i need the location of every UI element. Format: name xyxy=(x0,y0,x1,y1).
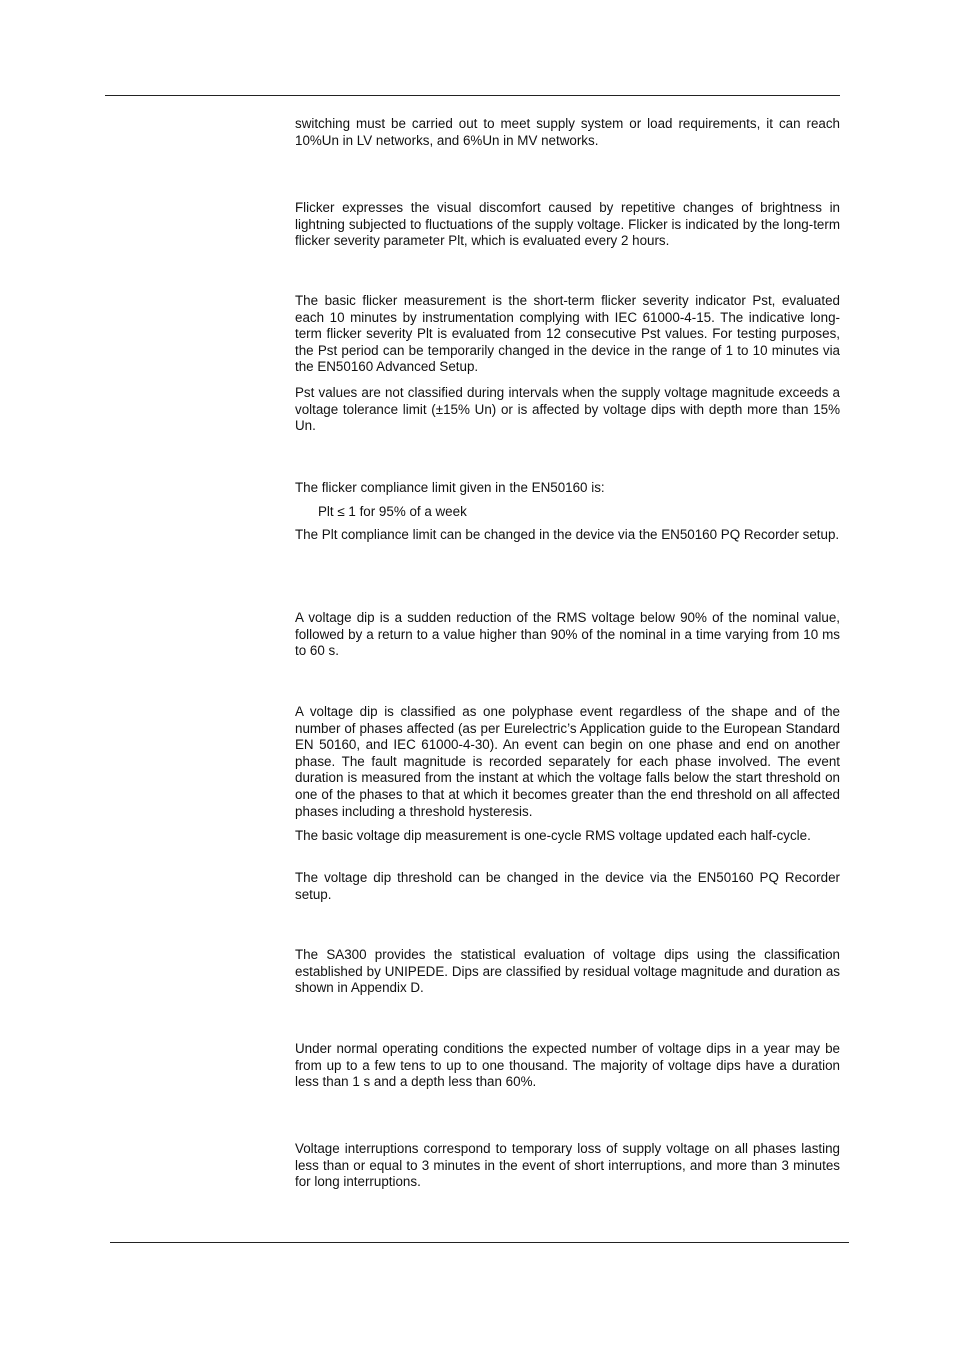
paragraph-pst-classification: Pst values are not classified during intervals when the supply voltage magnitude exceeds a voltage tolerance limit (±15% Un) or is affected by voltage dips with depth more than 15% Un. xyxy=(295,385,840,434)
paragraph-voltage-dip-classification: A voltage dip is classified as one polyphase event regardless of the shape and of the number of phases affected (as per Eurelectric’s Application guide to the European Standard EN 50160, and IEC 61000-4-30). An event can begin on one phase and end on another phase. The fault magnitude is recorded separately for each phase involved. The event duration is measured from the instant at which the voltage falls below the start threshold on one of the phases to that at which it becomes greater than the end threshold on all affected phases including a threshold hysteresis. xyxy=(295,704,840,819)
paragraph-dip-threshold: The voltage dip threshold can be changed in the device via the EN50160 PQ Recorder setup. xyxy=(295,870,840,902)
paragraph-voltage-dip-definition: A voltage dip is a sudden reduction of the RMS voltage below 90% of the nominal value, followed by a return to a value higher than 90% of the nominal in a time varying from 10 ms to 60 s. xyxy=(295,610,840,659)
paragraph-dip-statistics: The SA300 provides the statistical evaluation of voltage dips using the classification established by UNIPEDE. Dips are classified by residual voltage magnitude and duration as shown in Appendix D. xyxy=(295,947,840,996)
footer-rule xyxy=(110,1242,849,1243)
paragraph-plt-limit-setup: The Plt compliance limit can be changed in the device via the EN50160 PQ Recorder setup. xyxy=(295,527,840,542)
paragraph-voltage-interruptions: Voltage interruptions correspond to temporary loss of supply voltage on all phases lasting less than or equal to 3 minutes in the event of short interruptions, and more than 3 minutes for long interruptions. xyxy=(295,1141,840,1190)
paragraph-dip-expected-number: Under normal operating conditions the expected number of voltage dips in a year may be from up to a few tens to up to one thousand. The majority of voltage dips have a duration less than 1 s and a depth less than 60%. xyxy=(295,1041,840,1090)
paragraph-flicker-limit-intro: The flicker compliance limit given in the EN50160 is: xyxy=(295,480,605,495)
paragraph-flicker-measurement: The basic flicker measurement is the short-term flicker severity indicator Pst, evaluated each 10 minutes by instrumentation complying with IEC 61000-4-15. The indicative long-term flicker severity Plt is evaluated from 12 consecutive Pst values. For testing purposes, the Pst period can be temporarily changed in the device in the range of 1 to 10 minutes via the EN50160 Advanced Setup. xyxy=(295,293,840,375)
header-rule xyxy=(105,95,840,96)
paragraph-dip-measurement: The basic voltage dip measurement is one-cycle RMS voltage updated each half-cycle. xyxy=(295,828,811,843)
paragraph-switching-limits: switching must be carried out to meet supply system or load requirements, it can reach 10%Un in LV networks, and 6%Un in MV networks. xyxy=(295,116,840,148)
paragraph-flicker-definition: Flicker expresses the visual discomfort caused by repetitive changes of brightness in lightning subjected to fluctuations of the supply voltage. Flicker is indicated by the long-term flicker severity parameter Plt, which is evaluated every 2 hours. xyxy=(295,200,840,249)
paragraph-plt-limit: Plt ≤ 1 for 95% of a week xyxy=(318,504,467,519)
